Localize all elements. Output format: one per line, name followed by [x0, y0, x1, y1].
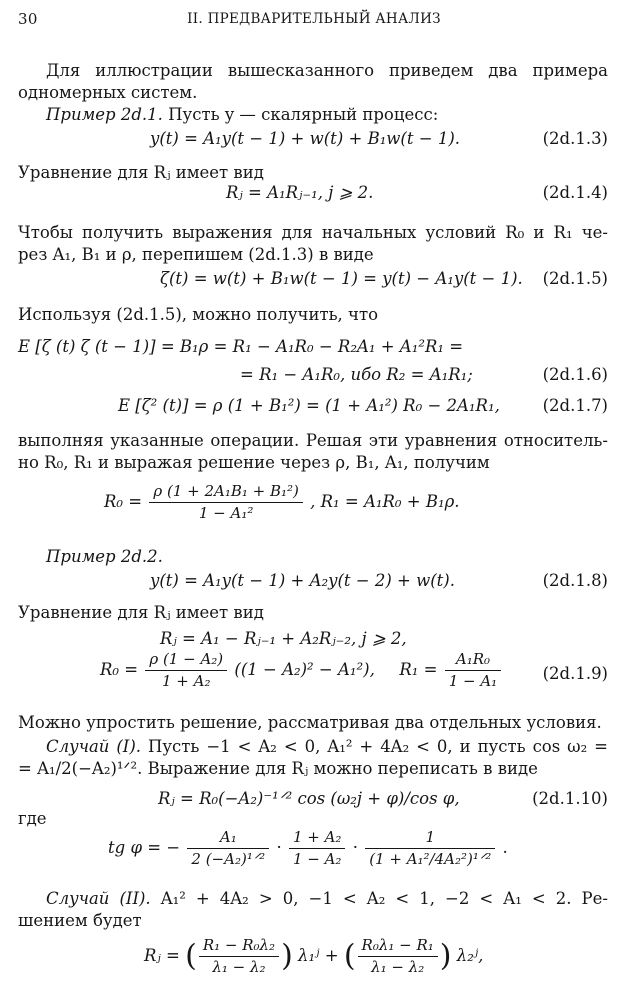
case-2-lhs: Rⱼ = [144, 946, 180, 965]
r0-fraction-2 [145, 650, 227, 691]
case-2-line-1 [18, 888, 608, 910]
equation-number-2d-1-10: (2d.1.10) [532, 789, 608, 808]
equation-number-2d-1-3: (2d.1.3) [542, 129, 608, 148]
case-1-text: Пусть −1 < A₂ < 0, A₁² + 4A₂ < 0, и пусть cos ω₂ = [141, 737, 608, 756]
r0-numerator-2: ρ (1 − A₂) [149, 650, 224, 668]
r1-denominator-2: 1 − A₁ [445, 670, 502, 691]
tg-fraction-1 [187, 828, 269, 869]
tg-fraction-2 [289, 828, 346, 869]
equation-r0-r1-example-1 [104, 482, 460, 523]
equation-number-2d-1-7: (2d.1.7) [542, 396, 608, 415]
recurrence-intro-1: Уравнение для Rⱼ имеет вид [18, 163, 264, 182]
using-line: Используя (2d.1.5), можно получить, что [18, 305, 379, 324]
case-2-power-2: λ₂ʲ, [456, 946, 484, 965]
equation-number-2d-1-5: (2d.1.5) [542, 269, 608, 288]
intro-line-1: Для иллюстрации вышесказанного приведем два примера [46, 61, 608, 80]
equation-2d-1-3: y(t) = A₁y(t − 1) + w(t) + B₁w(t − 1). [150, 129, 460, 148]
equation-2d-1-6-line-2: = R₁ − A₁R₀, ибо R₂ = A₁R₁; [240, 365, 473, 384]
tg-end: . [502, 838, 508, 857]
tg-f2-denominator: 1 − A₂ [289, 848, 346, 869]
case-2-text: A₁² + 4A₂ > 0, −1 < A₂ < 1, −2 < A₁ < 2. Ре- [150, 889, 608, 908]
case-1-line-1 [18, 736, 608, 758]
r0-denominator-2: 1 + A₂ [145, 670, 227, 691]
equation-2d-1-6-line-1: E [ζ (t) ζ (t − 1)] = B₁ρ = R₁ − A₁R₀ − R₂A₁ + A₁²R₁ = [18, 337, 464, 356]
equation-2d-1-9 [100, 650, 503, 691]
equation-2d-1-8: y(t) = A₁y(t − 1) + A₂y(t − 2) + w(t). [150, 571, 455, 590]
equation-2d-1-4: Rⱼ = A₁Rⱼ₋₁, j ⩾ 2. [226, 183, 374, 202]
example-1-text: Пусть y — скалярный процесс: [162, 105, 439, 124]
equation-number-2d-1-9: (2d.1.9) [542, 664, 608, 683]
paren-close-1: ) [281, 938, 293, 974]
equation-tg-phi [108, 828, 508, 869]
solve-line-2: но R₀, R₁ и выражая решение через ρ, B₁, A₁, получим [18, 453, 490, 472]
case-2-fraction-2 [358, 936, 438, 977]
case-2-f2-denominator: λ₁ − λ₂ [358, 956, 438, 977]
r1-lhs-2: R₁ = [399, 660, 438, 679]
page-header [18, 10, 610, 32]
case-2-line-2: шением будет [18, 911, 142, 930]
r0-rest-2: ((1 − A₂)² − A₁²), [234, 660, 375, 679]
r0-numerator: ρ (1 + 2A₁B₁ + B₁²) [153, 482, 299, 500]
tg-dot-2: · [352, 838, 358, 857]
tg-f3-denominator: (1 + A₁²/4A₂²)¹ᐟ² [365, 848, 495, 869]
equation-number-2d-1-8: (2d.1.8) [542, 571, 608, 590]
tg-fraction-3 [365, 828, 495, 869]
r0-lhs-2: R₀ = [100, 660, 139, 679]
tg-f3-numerator: 1 [425, 828, 435, 846]
equation-2d-1-7: E [ζ² (t)] = ρ (1 + B₁²) = (1 + A₁²) R₀ − 2A₁R₁, [118, 396, 500, 415]
example-2-label-text: Пример 2d.2. [46, 547, 163, 566]
tg-f1-numerator: A₁ [219, 828, 237, 846]
solve-line-1: выполняя указанные операции. Решая эти уравнения относитель- [18, 431, 608, 450]
initial-conditions-line-2: рез A₁, B₁ и ρ, перепишем (2d.1.3) в виде [18, 245, 374, 264]
case-2-label: Случай (II). [46, 889, 151, 908]
example-1-label: Пример 2d.1. [46, 105, 163, 124]
tg-f2-numerator: 1 + A₂ [292, 828, 342, 846]
r0-fraction [149, 482, 303, 523]
case-2-fraction-1 [199, 936, 279, 977]
running-title: II. ПРЕДВАРИТЕЛЬНЫЙ АНАЛИЗ [187, 11, 441, 27]
equation-number-2d-1-4: (2d.1.4) [542, 183, 608, 202]
case-1-label: Случай (I). [46, 737, 142, 756]
tg-f1-denominator: 2 (−A₂)¹ᐟ² [187, 848, 269, 869]
r1-numerator-2: A₁R₀ [455, 650, 491, 668]
intro-line-2: одномерных систем. [18, 83, 198, 102]
r1-expression: , R₁ = A₁R₀ + B₁ρ. [310, 492, 460, 511]
equation-number-2d-1-6: (2d.1.6) [542, 365, 608, 384]
simplify-line: Можно упростить решение, рассматривая два отдельных условия. [18, 713, 602, 732]
case-2-power-1: λ₁ʲ + [298, 946, 339, 965]
case-2-f1-denominator: λ₁ − λ₂ [199, 956, 279, 977]
example-2-label [18, 546, 608, 568]
case-2-f2-numerator: R₀λ₁ − R₁ [361, 936, 434, 954]
r0-lhs: R₀ = [104, 492, 143, 511]
tg-lhs: tg φ = − [108, 838, 181, 857]
initial-conditions-line-1: Чтобы получить выражения для начальных условий R₀ и R₁ че- [18, 223, 608, 242]
paren-open-2: ( [343, 938, 356, 974]
tg-dot-1: · [276, 838, 282, 857]
recurrence-intro-2: Уравнение для Rⱼ имеет вид [18, 603, 264, 622]
equation-2d-1-5: ζ(t) = w(t) + B₁w(t − 1) = y(t) − A₁y(t − 1). [160, 269, 523, 288]
r1-fraction-2 [445, 650, 502, 691]
equation-2d-1-10: Rⱼ = R₀(−A₂)⁻¹ᐟ² cos (ω₂j + φ)/cos φ, [158, 789, 460, 808]
case-1-line-2: = A₁/2(−A₂)¹ᐟ². Выражение для Rⱼ можно переписать в виде [18, 759, 538, 778]
paren-close-2: ) [439, 938, 452, 974]
page-number: 30 [18, 10, 38, 28]
where-label: где [18, 809, 47, 828]
example-1-intro [18, 104, 608, 126]
case-2-f1-numerator: R₁ − R₀λ₂ [202, 936, 276, 954]
r0-denominator: 1 − A₁² [149, 502, 303, 523]
paren-open-1: ( [185, 938, 197, 974]
equation-recurrence-2: Rⱼ = A₁ − Rⱼ₋₁ + A₂Rⱼ₋₂, j ⩾ 2, [160, 629, 407, 648]
equation-case-2 [144, 936, 483, 977]
